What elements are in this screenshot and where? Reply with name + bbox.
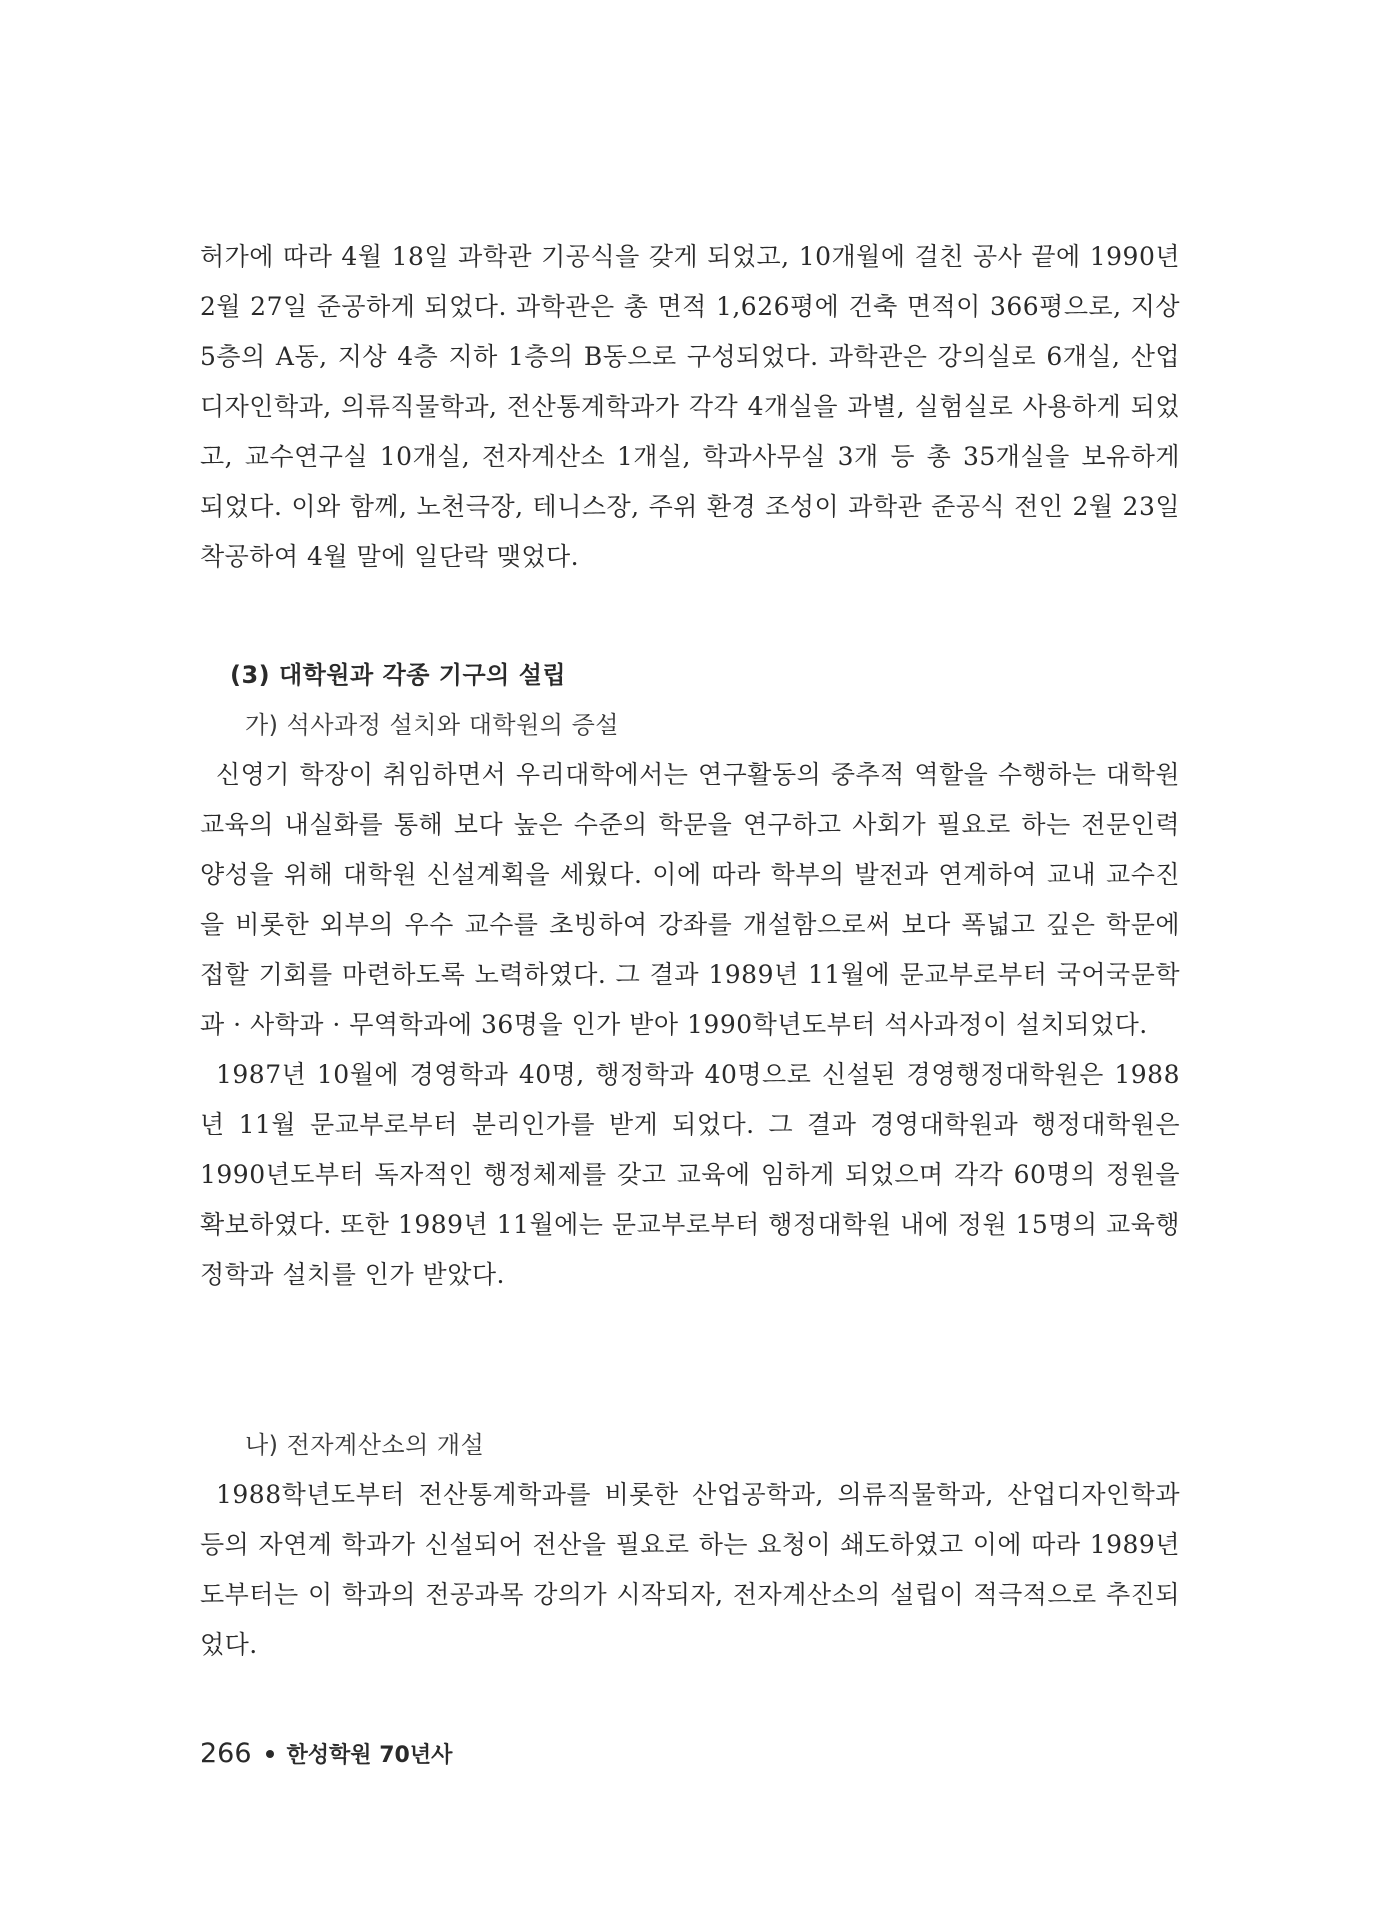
subsection-a-paragraph-2: 1987년 10월에 경영학과 40명, 행정학과 40명으로 신설된 경영행정대학원은 1988년 11월 문교부로부터 분리인가를 받게 되었다. 그 결과 경영대학원과 행정대학원은 1990년도부터 독자적인 행정체제를 갖고 교육에 임하게 되었으며 각각 60명의 정원을 확보하였다. 또한 1989년 11월에는 문교부로부터 행정대학원 내에 정원 15명의 교육행정학과 설치를 인가 받았다. [200,1060,1180,1289]
intro-section [200,232,1180,582]
subsection-heading-b: 나) 전자계산소의 개설 [245,1431,485,1459]
section-heading: (3) 대학원과 각종 기구의 설립 [230,661,567,689]
page-footer [200,1738,452,1769]
section-3 [200,650,1180,1300]
subsection-a-paragraph-1: 신영기 학장이 취임하면서 우리대학에서는 연구활동의 중추적 역할을 수행하는 대학원 교육의 내실화를 통해 보다 높은 수준의 학문을 연구하고 사회가 필요로 하는 전문인력양성을 위해 대학원 신설계획을 세웠다. 이에 따라 학부의 발전과 연계하여 교내 교수진을 비롯한 외부의 우수 교수를 초빙하여 강좌를 개설함으로써 보다 폭넓고 깊은 학문에 접할 기회를 마련하도록 노력하였다. 그 결과 1989년 11월에 문교부로부터 국어국문학과 · 사학과 · 무역학과에 36명을 인가 받아 1990학년도부터 석사과정이 설치되었다. [200,760,1180,1039]
page-number: 266 [200,1738,252,1769]
bullet-icon [266,1750,274,1758]
subsection-heading-a: 가) 석사과정 설치와 대학원의 증설 [245,711,619,739]
book-title: 한성학원 70년사 [286,1743,453,1768]
subsection-b-paragraph-1: 1988학년도부터 전산통계학과를 비롯한 산업공학과, 의류직물학과, 산업디자인학과 등의 자연계 학과가 신설되어 전산을 필요로 하는 요청이 쇄도하였고 이에 따라 1989년도부터는 이 학과의 전공과목 강의가 시작되자, 전자계산소의 설립이 적극적으로 추진되었다. [200,1480,1180,1659]
intro-paragraph: 허가에 따라 4월 18일 과학관 기공식을 갖게 되었고, 10개월에 걸친 공사 끝에 1990년 2월 27일 준공하게 되었다. 과학관은 총 면적 1,626평에 건축 면적이 366평으로, 지상 5층의 A동, 지상 4층 지하 1층의 B동으로 구성되었다. 과학관은 강의실로 6개실, 산업디자인학과, 의류직물학과, 전산통계학과가 각각 4개실을 과별, 실험실로 사용하게 되었고, 교수연구실 10개실, 전자계산소 1개실, 학과사무실 3개 등 총 35개실을 보유하게 되었다. 이와 함께, 노천극장, 테니스장, 주위 환경 조성이 과학관 준공식 전인 2월 23일 착공하여 4월 말에 일단락 맺었다. [200,242,1180,571]
subsection-b [200,1420,1180,1670]
